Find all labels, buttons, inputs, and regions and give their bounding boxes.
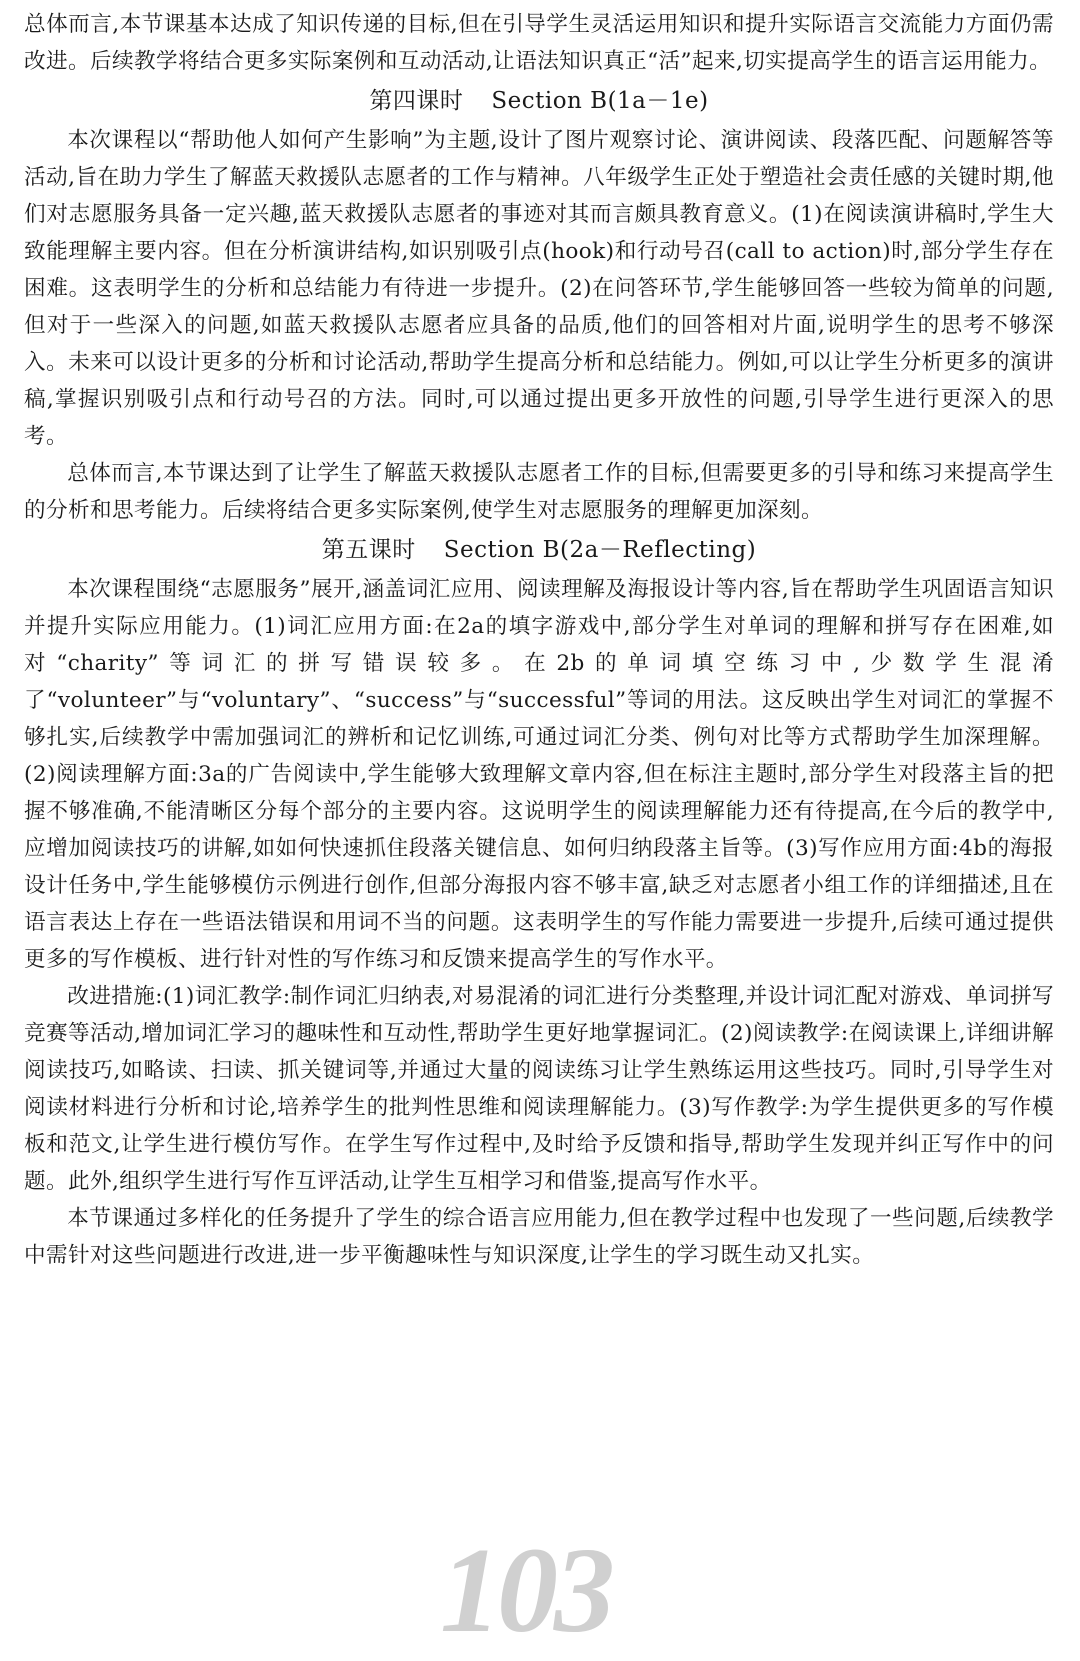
section-heading-lesson-5	[24, 529, 1054, 571]
paragraph-continuation: 总体而言,本节课基本达成了知识传递的目标,但在引导学生灵活运用知识和提升实际语言交流能力方面仍需改进。后续教学将结合更多实际案例和互动活动,让语法知识真正“活”起来,切实提高学生的语言运用能力。	[24, 12, 1054, 74]
paragraph-lesson-4-summary: 总体而言,本节课达到了让学生了解蓝天救援队志愿者工作的目标,但需要更多的引导和练习来提高学生的分析和思考能力。后续将结合更多实际案例,使学生对志愿服务的理解更加深刻。	[24, 461, 1054, 523]
paragraph-lesson-5-body: 本次课程围绕“志愿服务”展开,涵盖词汇应用、阅读理解及海报设计等内容,旨在帮助学生巩固语言知识并提升实际应用能力。(1)词汇应用方面:在2a的填字游戏中,部分学生对单词的理解和拼写存在困难,如对“charity”等词汇的拼写错误较多。在2b的单词填空练习中,少数学生混淆了“volunteer”与“voluntary”、“success”与“successful”等词的用法。这反映出学生对词汇的掌握不够扎实,后续教学中需加强词汇的辨析和记忆训练,可通过词汇分类、例句对比等方式帮助学生加深理解。(2)阅读理解方面:3a的广告阅读中,学生能够大致理解文章内容,但在标注主题时,部分学生对段落主旨的把握不够准确,不能清晰区分每个部分的主要内容。这说明学生的阅读理解能力还有待提高,在今后的教学中,应增加阅读技巧的讲解,如如何快速抓住段落关键信息、如何归纳段落主旨等。(3)写作应用方面:4b的海报设计任务中,学生能够模仿示例进行创作,但部分海报内容不够丰富,缺乏对志愿者小组工作的详细描述,且在语言表达上存在一些语法错误和用词不当的问题。这表明学生的写作能力需要进一步提升,后续可通过提供更多的写作模板、进行针对性的写作练习和反馈来提高学生的写作水平。	[24, 577, 1054, 972]
heading-english: Section B(2a－Reflecting)	[443, 537, 757, 563]
page-number: 103	[440, 1523, 611, 1658]
paragraph-lesson-4-body: 本次课程以“帮助他人如何产生影响”为主题,设计了图片观察讨论、演讲阅读、段落匹配、问题解答等活动,旨在助力学生了解蓝天救援队志愿者的工作与精神。八年级学生正处于塑造社会责任感的关键时期,他们对志愿服务具备一定兴趣,蓝天救援队志愿者的事迹对其而言颇具教育意义。(1)在阅读演讲稿时,学生大致能理解主要内容。但在分析演讲结构,如识别吸引点(hook)和行动号召(call to action)时,部分学生存在困难。这表明学生的分析和总结能力有待进一步提升。(2)在问答环节,学生能够回答一些较为简单的问题,但对于一些深入的问题,如蓝天救援队志愿者应具备的品质,他们的回答相对片面,说明学生的思考不够深入。未来可以设计更多的分析和讨论活动,帮助学生提高分析和总结能力。例如,可以让学生分析更多的演讲稿,掌握识别吸引点和行动号召的方法。同时,可以通过提出更多开放性的问题,引导学生进行更深入的思考。	[24, 128, 1054, 449]
document-page	[24, 6, 1054, 1274]
section-heading-lesson-4	[24, 80, 1054, 122]
paragraph-improvement-measures: 改进措施:(1)词汇教学:制作词汇归纳表,对易混淆的词汇进行分类整理,并设计词汇配对游戏、单词拼写竞赛等活动,增加词汇学习的趣味性和互动性,帮助学生更好地掌握词汇。(2)阅读教学:在阅读课上,详细讲解阅读技巧,如略读、扫读、抓关键词等,并通过大量的阅读练习让学生熟练运用这些技巧。同时,引导学生对阅读材料进行分析和讨论,培养学生的批判性思维和阅读理解能力。(3)写作教学:为学生提供更多的写作模板和范文,让学生进行模仿写作。在学生写作过程中,及时给予反馈和指导,帮助学生发现并纠正写作中的问题。此外,组织学生进行写作互评活动,让学生互相学习和借鉴,提高写作水平。	[24, 984, 1054, 1194]
heading-chinese: 第五课时	[321, 537, 416, 563]
heading-english: Section B(1a－1e)	[491, 88, 709, 114]
heading-chinese: 第四课时	[369, 88, 464, 114]
paragraph-lesson-5-summary: 本节课通过多样化的任务提升了学生的综合语言应用能力,但在教学过程中也发现了一些问题,后续教学中需针对这些问题进行改进,进一步平衡趣味性与知识深度,让学生的学习既生动又扎实。	[24, 1206, 1054, 1268]
